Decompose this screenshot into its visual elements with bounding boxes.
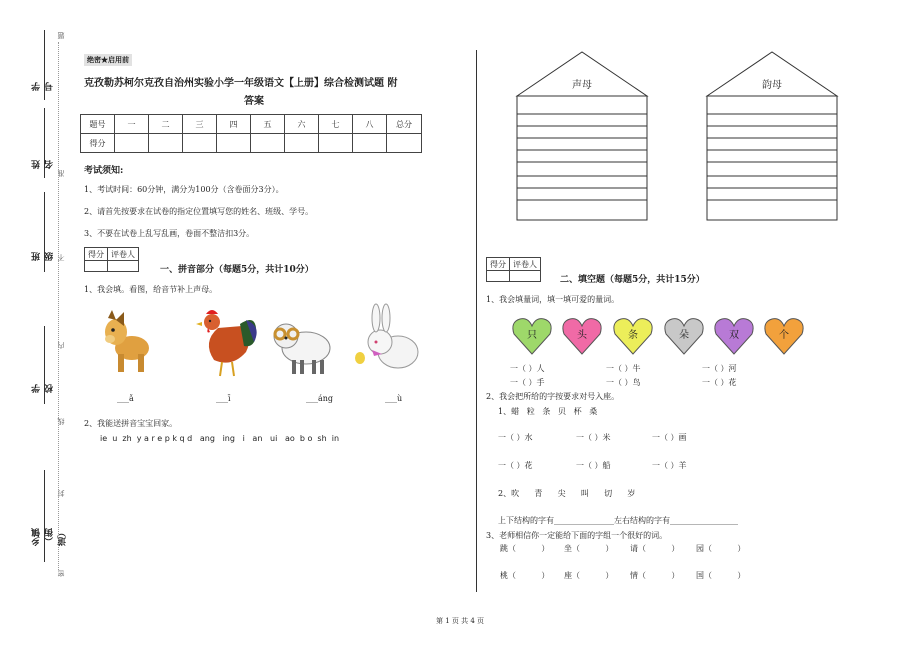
- school-line: [44, 326, 46, 404]
- score-table-header-row: [81, 115, 422, 134]
- heart-card: [611, 314, 655, 358]
- sheep-image: [266, 312, 336, 378]
- word-blank[interactable]: 座（ ）: [564, 571, 614, 580]
- grader-score-label: 得分: [487, 258, 510, 271]
- section2-question2: 2、我会把所给的字按要求对号入座。: [486, 392, 620, 401]
- word-blank[interactable]: 园（ ）: [696, 544, 746, 553]
- seal-dotted-line: [58, 42, 59, 570]
- score-cell: 四: [217, 115, 251, 134]
- heart-card: [560, 314, 604, 358]
- student-id-line: [44, 30, 46, 100]
- grader-reviewer-label: 评卷人: [510, 258, 541, 271]
- score-input-cell[interactable]: [183, 134, 217, 153]
- score-input-cell[interactable]: [353, 134, 387, 153]
- school-label: 学校: [32, 384, 55, 393]
- instruction-item: 2、请首先按要求在试卷的指定位置填写您的姓名、班级、学号。: [84, 207, 314, 216]
- student-name-line: [44, 108, 46, 178]
- score-cell: 总分: [387, 115, 422, 134]
- structure-blanks[interactable]: 上下结构的字有_______________左右结构的字有_________________: [498, 516, 738, 525]
- grader-reviewer-label: 评卷人: [108, 248, 139, 261]
- seal-mark: 不: [57, 254, 65, 261]
- heart-char: 朵: [679, 330, 689, 341]
- measure-blank[interactable]: 一（ ）河: [702, 364, 737, 373]
- heart-card: [762, 314, 806, 358]
- heart-card: [662, 314, 706, 358]
- section1-question1: 1、我会填。看图，给音节补上声母。: [84, 285, 218, 294]
- score-table: [80, 114, 422, 153]
- score-cell: 二: [149, 115, 183, 134]
- measure-blank[interactable]: 一（ ）花: [702, 378, 737, 387]
- seal-mark: 密: [57, 570, 65, 577]
- score-cell: 一: [115, 115, 149, 134]
- score-cell: 五: [251, 115, 285, 134]
- heart-char: 条: [628, 330, 638, 341]
- rabbit-image: [352, 302, 424, 376]
- score-cell: 八: [353, 115, 387, 134]
- score-input-cell[interactable]: [285, 134, 319, 153]
- measure-blank[interactable]: 一（ ）牛: [606, 364, 641, 373]
- instructions-heading: 考试须知:: [84, 166, 124, 176]
- heart-char: 双: [729, 330, 739, 341]
- score-table-score-row: [81, 134, 422, 153]
- rooster-image: [192, 302, 262, 378]
- heart-card: [712, 314, 756, 358]
- horse-image: [102, 306, 152, 376]
- score-cell: 六: [285, 115, 319, 134]
- score-cell: 七: [319, 115, 353, 134]
- score-row-label: 得分: [81, 134, 115, 153]
- student-name-label: 姓名: [32, 160, 55, 169]
- column-divider: [476, 50, 477, 592]
- grader-score-label: 得分: [85, 248, 108, 261]
- class-label: 班级: [32, 252, 55, 261]
- word-blank[interactable]: 国（ ）: [696, 571, 746, 580]
- township-label: 乡镇（街道）: [32, 528, 68, 546]
- word-blank[interactable]: 桃（ ）: [500, 571, 550, 580]
- pinyin-blank[interactable]: ___áng: [306, 394, 334, 403]
- pinyin-blank[interactable]: ___ǎ: [117, 394, 134, 403]
- score-cell: 三: [183, 115, 217, 134]
- confidential-badge: 绝密★启用前: [84, 54, 132, 66]
- word-blank[interactable]: 请（ ）: [630, 544, 680, 553]
- heart-char: 只: [527, 330, 537, 341]
- heart-char: 个: [779, 330, 789, 341]
- student-id-label: 学号: [32, 82, 55, 91]
- measure-blank[interactable]: 一（ ）手: [510, 378, 545, 387]
- grader-reviewer-cell[interactable]: [108, 261, 139, 272]
- measure-blank[interactable]: 一（ ）人: [510, 364, 545, 373]
- finals-house-label: 韵母: [762, 80, 782, 91]
- grader-score-cell[interactable]: [85, 261, 108, 272]
- seal-mark: 内: [57, 342, 65, 349]
- word-blank[interactable]: 坐（ ）: [564, 544, 614, 553]
- exam-title-line2: 答案: [244, 96, 264, 107]
- instruction-item: 1、考试时间：60分钟，满分为100分（含卷面分3分）。: [84, 185, 284, 194]
- heart-card: [510, 314, 554, 358]
- exam-title-line1: 克孜勒苏柯尔克孜自治州实验小学一年级语文【上册】综合检测试题 附: [84, 78, 398, 89]
- fill-blank[interactable]: 一（ ）画: [652, 433, 687, 442]
- page-number: 第 1 页 共 4 页: [435, 617, 485, 625]
- initials-house-label: 声母: [572, 80, 592, 91]
- class-line: [44, 192, 46, 272]
- score-input-cell[interactable]: [319, 134, 353, 153]
- fill-blank[interactable]: 一（ ）花: [498, 461, 533, 470]
- word-blank[interactable]: 情（ ）: [630, 571, 680, 580]
- section2-title: 二、填空题（每题5分，共计15分）: [560, 275, 705, 285]
- section1-title: 一、拼音部分（每题5分，共计10分）: [160, 265, 314, 275]
- grader-box: [486, 257, 541, 282]
- pinyin-blank[interactable]: ___ī: [216, 394, 231, 403]
- grader-score-cell[interactable]: [487, 271, 510, 282]
- seal-mark: 准: [57, 170, 65, 177]
- fill-blank[interactable]: 一（ ）羊: [652, 461, 687, 470]
- fill-blank[interactable]: 一（ ）水: [498, 433, 533, 442]
- grader-reviewer-cell[interactable]: [510, 271, 541, 282]
- heart-char: 头: [577, 330, 587, 341]
- score-cell: 题号: [81, 115, 115, 134]
- fill-blank[interactable]: 一（ ）米: [576, 433, 611, 442]
- score-input-cell[interactable]: [217, 134, 251, 153]
- pinyin-blank[interactable]: ___ù: [385, 394, 403, 403]
- pinyin-letters: ie u zh y a r e p k q d ang ing i an ui ao b o sh in: [100, 434, 340, 443]
- measure-blank[interactable]: 一（ ）鸟: [606, 378, 641, 387]
- seal-mark: 封: [57, 490, 65, 497]
- section2-question3: 3、老师相信你一定能给下面的字组一个很好的词。: [486, 531, 668, 540]
- score-input-cell[interactable]: [115, 134, 149, 153]
- fill-blank[interactable]: 一（ ）船: [576, 461, 611, 470]
- section2-question1: 1、我会填量词，填一填可爱的量词。: [486, 295, 620, 304]
- question2-chars2: 2、吹 青 尖 叫 切 岁: [498, 489, 636, 498]
- instruction-item: 3、不要在试卷上乱写乱画，卷面不整洁扣3分。: [84, 229, 255, 238]
- word-blank[interactable]: 跳（ ）: [500, 544, 550, 553]
- score-input-cell[interactable]: [149, 134, 183, 153]
- seal-mark: 线: [57, 418, 65, 425]
- seal-mark: 题: [57, 32, 65, 39]
- score-input-cell[interactable]: [387, 134, 422, 153]
- exam-title: [84, 75, 424, 111]
- score-input-cell[interactable]: [251, 134, 285, 153]
- question2-chars1: 1、蜡 粒 条 贝 杯 桑: [498, 407, 598, 416]
- grader-box: [84, 247, 139, 272]
- township-line: [44, 470, 46, 562]
- section1-question2: 2、我能送拼音宝宝回家。: [84, 419, 178, 428]
